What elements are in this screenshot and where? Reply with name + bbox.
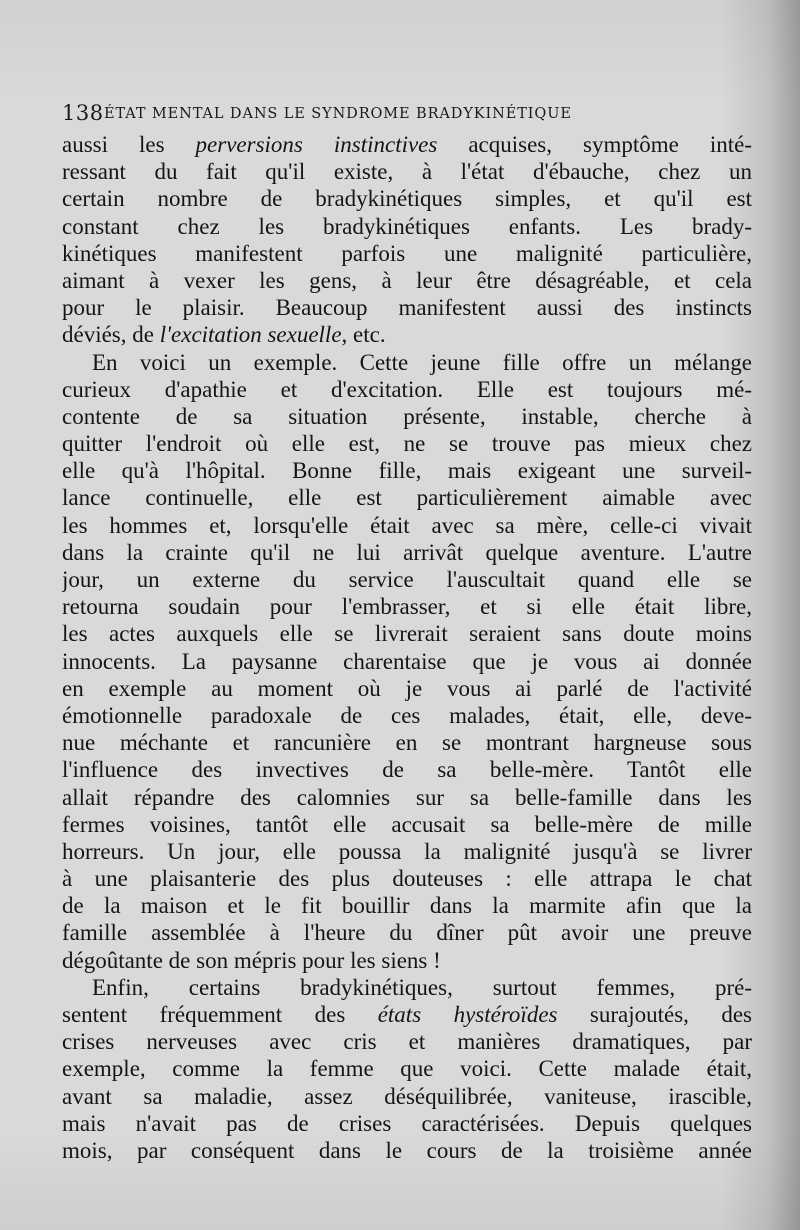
text-segment: Enfin, certains bradykinétiques, surtout femmes, pré-: [92, 974, 752, 1000]
text-line: [62, 267, 752, 294]
text-segment: lance continuelle, elle est particulièrement aimable avec: [62, 485, 752, 511]
text-segment: mois, par conséquent dans le cours de la troisième année: [62, 1137, 752, 1163]
text-segment: avant sa maladie, assez déséquilibrée, vaniteuse, irascible,: [62, 1083, 752, 1109]
text-line: [62, 593, 752, 620]
text-segment: allait répandre des calomnies sur sa belle-famille dans les: [62, 784, 752, 810]
text-segment: dégoûtante de son mépris pour les siens !: [62, 947, 441, 973]
text-segment: , etc.: [341, 322, 386, 348]
text-line: [62, 566, 752, 593]
text-segment: quitter l'endroit où elle est, ne se trouve pas mieux chez: [62, 431, 752, 457]
text-line: [62, 702, 752, 729]
text-line: [62, 185, 752, 212]
body-text: [62, 131, 752, 1164]
text-segment: contente de sa situation présente, instable, cherche à: [62, 403, 752, 429]
text-line: [62, 403, 752, 430]
text-segment: horreurs. Un jour, elle poussa la malignité jusqu'à se livrer: [62, 838, 752, 864]
text-line: [62, 648, 752, 675]
text-line: [62, 321, 752, 348]
italic-phrase: états hystéroïdes: [377, 1002, 558, 1027]
text-segment: aussi les: [62, 132, 196, 157]
text-segment: fermes voisines, tantôt elle accusait sa belle-mère de mille: [62, 811, 752, 837]
text-line: [62, 675, 752, 702]
text-segment: pour le plaisir. Beaucoup manifestent aussi des instincts: [62, 295, 752, 321]
text-segment: certain nombre de bradykinétiques simples, et qu'il est: [62, 186, 752, 212]
text-segment: mais n'avait pas de crises caractérisées. Depuis quelques: [62, 1110, 752, 1136]
text-segment: jour, un externe du service l'auscultait quand elle se: [62, 567, 752, 592]
page-number: 138: [62, 101, 104, 125]
text-segment: kinétiques manifestent parfois une malignité particulière,: [62, 240, 752, 266]
text-segment: nue méchante et rancunière en se montrant hargneuse sous: [62, 730, 752, 756]
text-line: [62, 158, 752, 185]
text-line: [62, 1055, 752, 1082]
text-line: [62, 838, 752, 865]
text-segment: à une plaisanterie des plus douteuses : elle attrapa le chat: [62, 866, 752, 892]
text-line: [62, 811, 752, 838]
text-segment: l'influence des invectives de sa belle-mère. Tantôt elle: [62, 757, 752, 783]
text-segment: acquises, symptôme inté-: [437, 132, 752, 157]
text-line: [62, 620, 752, 647]
text-line: [62, 539, 752, 566]
italic-phrase: perversions instinctives: [195, 132, 438, 157]
text-line: [62, 892, 752, 919]
text-segment: exemple, comme la femme que voici. Cette malade était,: [62, 1056, 752, 1082]
text-segment: émotionnelle paradoxale de ces malades, était, elle, deve-: [62, 702, 752, 728]
text-line: [62, 1001, 752, 1028]
text-segment: dans la crainte qu'il ne lui arrivât quelque aventure. L'autre: [62, 539, 752, 565]
text-line: [62, 430, 752, 457]
text-segment: famille assemblée à l'heure du dîner pût avoir une preuve: [62, 920, 752, 946]
text-line: [62, 865, 752, 892]
text-segment: retourna soudain pour l'embrasser, et si elle était libre,: [62, 594, 752, 620]
text-segment: ressant du fait qu'il existe, à l'état d'ébauche, chez un: [62, 159, 752, 185]
italic-phrase: l'excitation sexuelle: [159, 322, 342, 348]
text-segment: en exemple au moment où je vous ai parlé de l'activité: [62, 675, 752, 701]
text-segment: curieux d'apathie et d'excitation. Elle est toujours mé-: [62, 376, 752, 402]
text-line: [62, 213, 752, 240]
text-segment: En voici un exemple. Cette jeune fille offre un mélange: [92, 349, 752, 375]
text-segment: de la maison et le fit bouillir dans la marmite afin que la: [62, 893, 752, 919]
text-line: [62, 376, 752, 403]
text-segment: constant chez les bradykinétiques enfants. Les brady-: [62, 213, 752, 239]
text-line: [62, 784, 752, 811]
text-line: [62, 294, 752, 321]
text-segment: déviés, de: [62, 322, 160, 348]
text-line: [62, 919, 752, 946]
text-segment: innocents. La paysanne charentaise que je vous ai donnée: [62, 648, 752, 674]
text-segment: crises nerveuses avec cris et manières dramatiques, par: [62, 1029, 752, 1055]
page-header: [62, 100, 712, 126]
text-line: [62, 729, 752, 756]
text-segment: surajoutés, des: [557, 1002, 752, 1027]
text-line: [62, 484, 752, 511]
text-line: [62, 240, 752, 267]
text-segment: aimant à vexer les gens, à leur être désagréable, et cela: [62, 267, 752, 293]
text-line: [62, 1083, 752, 1110]
text-line: [62, 457, 752, 484]
text-line: [62, 947, 752, 974]
text-line: [62, 512, 752, 539]
text-line: [62, 1137, 752, 1164]
text-line: [62, 1110, 752, 1137]
text-segment: les actes auxquels elle se livrerait seraient sans doute moins: [62, 621, 752, 647]
text-line: [62, 756, 752, 783]
text-line: [62, 349, 752, 376]
text-segment: sentent fréquemment des: [62, 1002, 378, 1027]
running-title: ÉTAT MENTAL DANS LE SYNDROME BRADYKINÉTIQUE: [104, 106, 572, 122]
text-segment: elle qu'à l'hôpital. Bonne fille, mais exigeant une surveil-: [62, 458, 752, 484]
text-segment: les hommes et, lorsqu'elle était avec sa mère, celle-ci vivait: [62, 512, 752, 538]
text-line: [62, 131, 752, 158]
text-line: [62, 1028, 752, 1055]
text-line: [62, 974, 752, 1001]
